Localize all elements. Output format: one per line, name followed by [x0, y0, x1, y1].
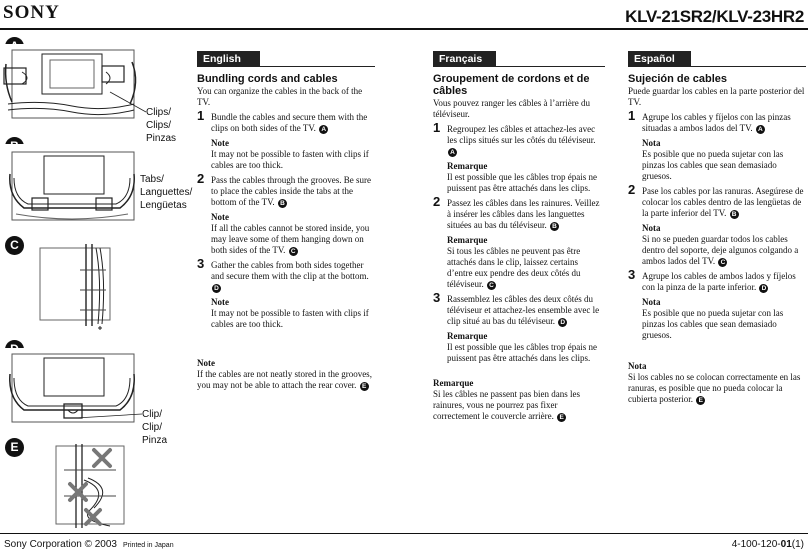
header-rule [0, 28, 808, 30]
french-step-3-text: Rassemblez les câbles des deux côtés du téléviseur et attachez-les ensemble avec le clip situé au bas du téléviseur. [447, 294, 600, 326]
step-number: 3 [197, 256, 205, 271]
figure-ref-a: A [448, 148, 457, 157]
spanish-note-2 [628, 223, 806, 267]
step-number: 3 [628, 267, 636, 282]
figure-label-d: D [5, 340, 24, 359]
spanish-step-3 [628, 267, 806, 293]
spanish-note-3 [628, 297, 806, 341]
figure-ref-e: E [696, 396, 705, 405]
step-number: 1 [628, 108, 636, 123]
figure-e-illustration [50, 440, 130, 530]
figure-ref-c: C [289, 247, 298, 256]
figure-ref-e: E [360, 382, 369, 391]
english-final-note [197, 358, 375, 391]
english-title: Bundling cords and cables [197, 73, 338, 85]
step-number: 1 [433, 120, 441, 135]
english-header: English [197, 51, 260, 67]
french-step-3 [433, 290, 605, 327]
spanish-note-1 [628, 138, 806, 182]
english-section [197, 51, 375, 391]
french-intro: Vous pouvez ranger les câbles à l’arrière du téléviseur. [433, 98, 591, 119]
french-step-2 [433, 194, 605, 231]
note-title: Note [211, 212, 229, 222]
figure-ref-b: B [730, 210, 739, 219]
english-step-2-text: Pass the cables through the grooves. Be sure to place the cables inside the tabs at the bottom of the TV. [211, 175, 371, 207]
french-step-1-text: Regroupez les câbles et attachez-les avec les clips situés sur les côtés du téléviseur. [447, 124, 596, 145]
callout-clips-es: Pinzas [146, 133, 177, 144]
note-title: Remarque [447, 235, 488, 245]
callout-tabs-fr: Languettes/ [140, 187, 193, 198]
english-step-3 [197, 256, 375, 293]
part-number-suffix: (1) [791, 539, 804, 550]
note-title: Note [197, 358, 215, 368]
part-number-prefix: 4-100-120- [731, 539, 781, 550]
english-note-1-text: It may not be possible to fasten with clips if cables are too thick. [211, 149, 369, 170]
spanish-title: Sujeción de cables [628, 73, 728, 85]
french-final-note [433, 378, 605, 422]
note-title: Remarque [447, 331, 488, 341]
figure-ref-d: D [212, 284, 221, 293]
note-title: Note [211, 297, 229, 307]
figure-ref-d: D [558, 318, 567, 327]
note-title: Nota [642, 297, 661, 307]
figure-ref-b: B [550, 222, 559, 231]
spanish-header: Español [628, 51, 691, 67]
english-intro: You can organize the cables in the back of the TV. [197, 86, 363, 107]
figure-ref-c: C [487, 281, 496, 290]
english-step-1 [197, 108, 375, 134]
french-final-note-text: Si les câbles ne passent pas bien dans les rainures, vous ne pourrez pas fixer correctement le couvercle arrière. [433, 389, 580, 421]
spanish-step-1 [628, 108, 806, 134]
printed-in-text: Printed in Japan [123, 542, 174, 549]
french-note-1-text: Il est possible que les câbles trop épais ne puissent pas être attachés dans les clips. [447, 172, 597, 193]
figure-label-c: C [5, 236, 24, 255]
callout-clips-fr: Clips/ [146, 120, 172, 131]
english-note-3-text: It may not be possible to fasten with clips if cables are too thick. [211, 308, 369, 329]
step-number: 2 [433, 194, 441, 209]
step-number: 1 [197, 108, 205, 123]
footer-company [4, 539, 174, 550]
english-step-2 [197, 171, 375, 208]
copyright-text: Sony Corporation © 2003 [4, 539, 117, 550]
french-note-2-text: Si tous les câbles ne peuvent pas être attachés dans le clip, laissez certains d’entre eux pendre des deux côtés du téléviseur. [447, 246, 581, 289]
spanish-intro: Puede guardar los cables en la parte posterior del TV. [628, 86, 805, 107]
sony-logo: SONY [3, 2, 60, 23]
french-note-3-text: Il est possible que les câbles trop épais ne puissent pas être attachés dans les clips. [447, 342, 597, 363]
figure-ref-e: E [557, 413, 566, 422]
figure-label-b: B [5, 137, 24, 156]
english-note-1 [197, 138, 375, 171]
note-title: Remarque [433, 378, 474, 388]
note-title: Nota [628, 361, 647, 371]
french-step-2-text: Passez les câbles dans les rainures. Veillez à insérer les câbles dans les languettes situées au bas du téléviseur. [447, 198, 600, 230]
note-title: Nota [642, 138, 661, 148]
spanish-step-2-text: Pase los cables por las ranuras. Asegúrese de colocar los cables dentro de las lengüetas de la parte inferior del TV. [642, 186, 804, 218]
english-note-3 [197, 297, 375, 330]
callout-line-clip [74, 404, 144, 424]
french-note-1 [433, 161, 605, 194]
callout-clips-en: Clips/ [146, 107, 172, 118]
callout-tabs-es: Lengüetas [140, 200, 187, 211]
french-note-3 [433, 331, 605, 364]
figure-ref-d: D [759, 284, 768, 293]
spanish-final-note [628, 361, 806, 405]
spanish-section [628, 51, 806, 405]
english-note-2 [197, 212, 375, 256]
figure-b-illustration [4, 144, 140, 226]
english-note-2-text: If all the cables cannot be stored inside, you may leave some of them hanging down on both sides of the TV. [211, 223, 370, 255]
callout-line-clips [108, 88, 148, 118]
spanish-note-3-text: Es posible que no pueda sujetar con las pinzas los cables que sean demasiado gruesos. [642, 308, 784, 340]
figure-ref-a: A [319, 125, 328, 134]
callout-clip-fr: Clip/ [142, 422, 163, 433]
english-step-3-text: Gather the cables from both sides together and secure them with the clip at the bottom. [211, 260, 369, 281]
english-final-note-text: If the cables are not neatly stored in the grooves, you may not be able to attach the rear cover. [197, 369, 372, 390]
figure-ref-a: A [756, 125, 765, 134]
note-title: Note [211, 138, 229, 148]
footer-rule [0, 533, 808, 534]
callout-clip-es: Pinza [142, 435, 168, 446]
spanish-step-2 [628, 182, 806, 219]
model-number: KLV-21SR2/KLV-23HR2 [625, 7, 804, 26]
callout-tabs-en: Tabs/ [140, 174, 164, 185]
english-step-1-text: Bundle the cables and secure them with the clips on both sides of the TV. [211, 112, 368, 133]
spanish-note-2-text: Si no se pueden guardar todos los cables dentro del soporte, deje algunos colgando a ambos lados del TV. [642, 234, 799, 266]
figure-label-a: A [5, 37, 24, 56]
spanish-final-note-text: Si los cables no se colocan correctamente en las ranuras, es posible que no pueda colocar la cubierta posterior. [628, 372, 801, 404]
french-header: Français [433, 51, 496, 67]
french-note-2 [433, 235, 605, 290]
callout-clips [146, 106, 176, 145]
spanish-step-1-text: Agrupe los cables y fíjelos con las pinzas situadas a ambos lados del TV. [642, 112, 791, 133]
french-step-1 [433, 120, 605, 157]
figure-label-e: E [5, 438, 24, 457]
figure-c-illustration [36, 240, 116, 332]
figure-ref-b: B [278, 199, 287, 208]
footer-part-number [732, 539, 804, 550]
spanish-step-3-text: Agrupe los cables de ambos lados y fíjelos con la pinza de la parte inferior. [642, 271, 796, 292]
french-title: Groupement de cordons et de câbles [433, 73, 590, 97]
step-number: 2 [197, 171, 205, 186]
callout-tabs [140, 173, 192, 212]
spanish-note-1-text: Es posible que no pueda sujetar con las pinzas los cables que sean demasiado gruesos. [642, 149, 784, 181]
step-number: 2 [628, 182, 636, 197]
note-title: Nota [642, 223, 661, 233]
figure-ref-c: C [718, 258, 727, 267]
french-section [433, 51, 605, 422]
part-number-bold: 01 [780, 539, 792, 550]
callout-clip-en: Clip/ [142, 409, 163, 420]
callout-clip [142, 408, 167, 447]
step-number: 3 [433, 290, 441, 305]
note-title: Remarque [447, 161, 488, 171]
